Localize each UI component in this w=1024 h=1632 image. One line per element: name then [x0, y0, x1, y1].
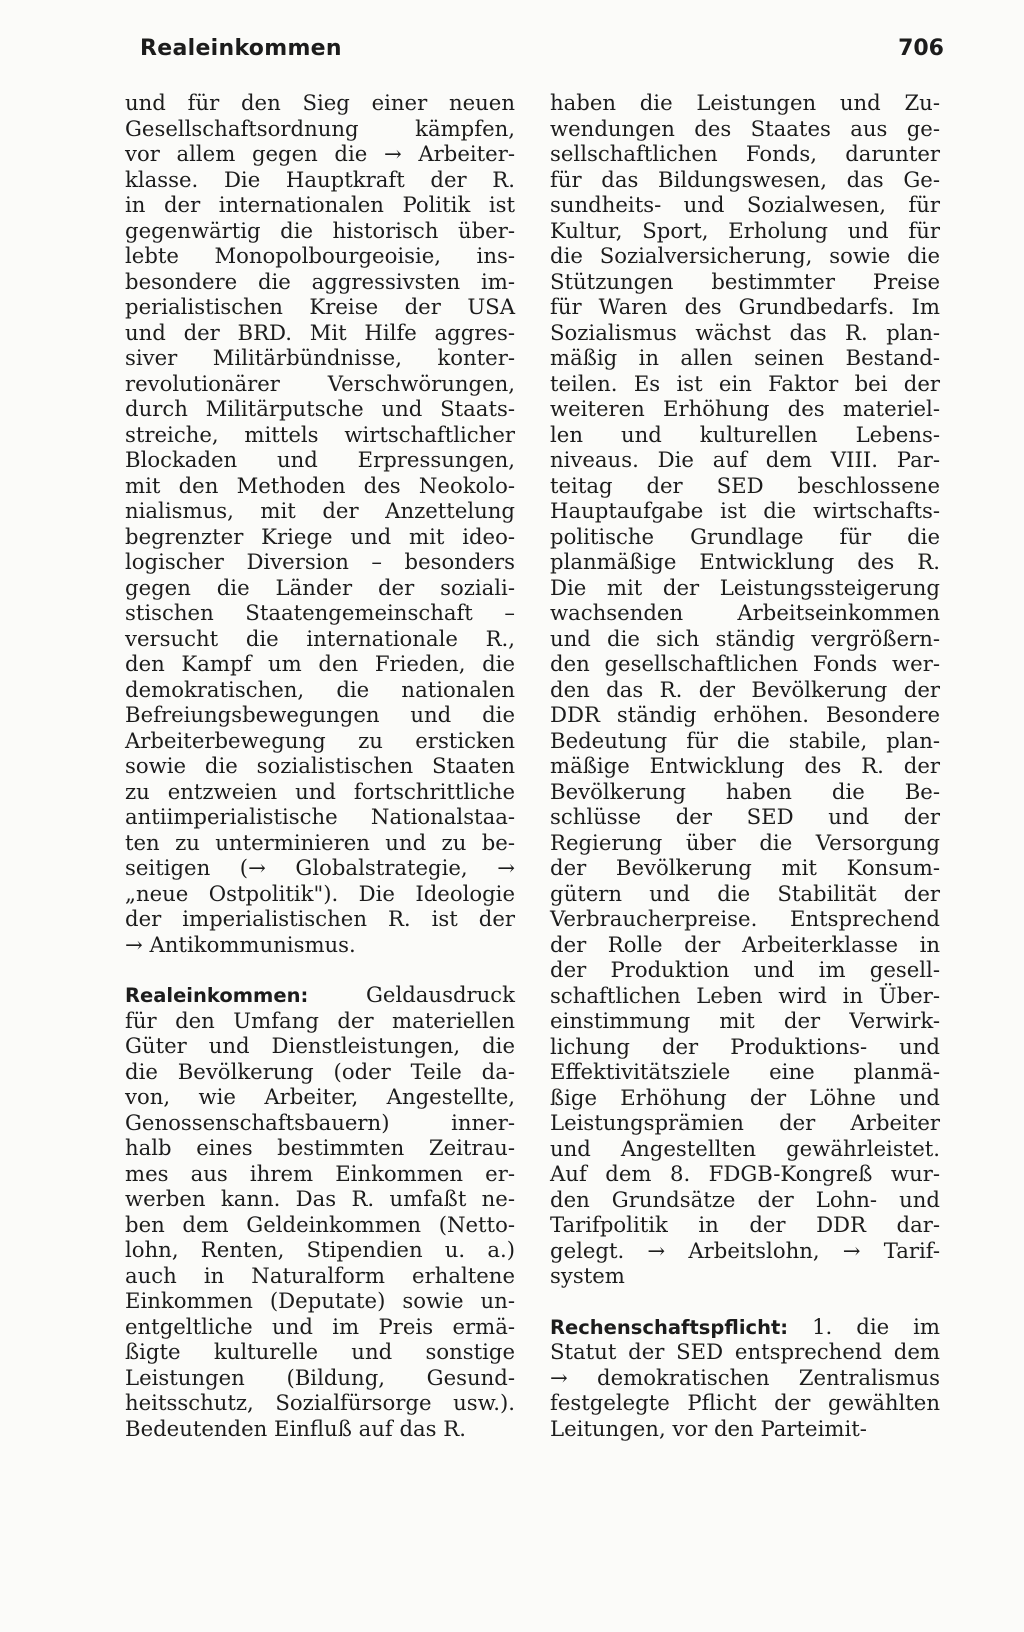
- text-line: zu entzweien und fortschrittliche: [125, 778, 515, 804]
- text-line: stischen Staatengemeinschaft –: [125, 600, 515, 625]
- text-line: niveaus. Die auf dem VIII. Par-: [550, 447, 940, 472]
- text-line: werben kann. Das R. umfaßt ne-: [125, 1186, 515, 1211]
- text-line: der Rolle der Arbeiterklasse in: [550, 931, 940, 957]
- text-line: der imperialistischen R. ist der: [125, 906, 515, 931]
- page-header: [0, 0, 1024, 90]
- text-line: und Angestellten gewährleistet.: [550, 1135, 940, 1161]
- text-line: seitigen (→ Globalstrategie, →: [125, 855, 515, 880]
- text-line: die Bevölkerung (oder Teile da-: [125, 1058, 515, 1084]
- entry-headword: Realeinkommen:: [125, 984, 309, 1007]
- text-line: schaftlichen Leben wird in Über-: [550, 982, 940, 1008]
- text-line: Blockaden und Erpressungen,: [125, 447, 515, 472]
- text-line: für das Bildungswesen, das Ge-: [550, 166, 940, 192]
- text-line: „neue Ostpolitik"). Die Ideologie: [125, 880, 515, 906]
- text-line: den Grundsätze der Lohn- und: [550, 1186, 940, 1212]
- text-line: Die mit der Leistungssteigerung: [550, 574, 940, 600]
- paragraph-gap: [125, 957, 515, 982]
- text-line: politische Grundlage für die: [550, 523, 940, 549]
- text-line: und die sich ständig vergrößern-: [550, 625, 940, 651]
- text-line: Realeinkommen: Geldausdruck: [125, 982, 515, 1007]
- text-line: klasse. Die Hauptkraft der R.: [125, 166, 515, 192]
- text-line: heitsschutz, Sozialfürsorge usw.).: [125, 1390, 515, 1415]
- text-line: lebte Monopolbourgeoisie, ins-: [125, 243, 515, 268]
- text-line: weiteren Erhöhung des materiel-: [550, 396, 940, 421]
- text-line: planmäßige Entwicklung des R.: [550, 549, 940, 574]
- text-line: Arbeiterbewegung zu ersticken: [125, 727, 515, 753]
- text-line: antiimperialistische Nationalstaa-: [125, 804, 515, 829]
- text-line: festgelegte Pflicht der gewählten: [550, 1390, 940, 1415]
- text-line: Kultur, Sport, Erholung und für: [550, 217, 940, 243]
- text-line: Befreiungsbewegungen und die: [125, 702, 515, 727]
- text-line: streiche, mittels wirtschaftlicher: [125, 421, 515, 447]
- text-line: gegen die Länder der soziali-: [125, 574, 515, 600]
- right-column: [550, 90, 940, 1441]
- text-line: sowie die sozialistischen Staaten: [125, 753, 515, 778]
- text-line: Genossenschaftsbauern) inner-: [125, 1109, 515, 1135]
- text-line: DDR ständig erhöhen. Besondere: [550, 702, 940, 727]
- text-line: den das R. der Bevölkerung der: [550, 676, 940, 702]
- text-line: len und kulturellen Lebens-: [550, 421, 940, 447]
- text-line: teitag der SED beschlossene: [550, 472, 940, 498]
- text-line: sellschaftlichen Fonds, darunter: [550, 141, 940, 166]
- text-line: wendungen des Staates aus ge-: [550, 115, 940, 141]
- text-line: vor allem gegen die → Arbeiter-: [125, 141, 515, 166]
- text-line: die Sozialversicherung, sowie die: [550, 243, 940, 268]
- text-line: ben dem Geldeinkommen (Netto-: [125, 1211, 515, 1237]
- text-line: lohn, Renten, Stipendien u. a.): [125, 1237, 515, 1262]
- text-line: logischer Diversion – besonders: [125, 549, 515, 574]
- text-line: Effektivitätsziele eine planmä-: [550, 1059, 940, 1084]
- text-line: → Antikommunismus.: [125, 931, 356, 957]
- text-line: perialistischen Kreise der USA: [125, 294, 515, 319]
- text-line: lichung der Produktions- und: [550, 1033, 940, 1059]
- text-line: Bedeutung für die stabile, plan-: [550, 727, 940, 753]
- text-line: Sozialismus wächst das R. plan-: [550, 319, 940, 345]
- text-line: für Waren des Grundbedarfs. Im: [550, 294, 940, 319]
- text-line: Einkommen (Deputate) sowie un-: [125, 1288, 515, 1313]
- text-line: ten zu unterminieren und zu be-: [125, 829, 515, 855]
- text-line: der Produktion und im gesell-: [550, 957, 940, 982]
- text-line: sundheits- und Sozialwesen, für: [550, 192, 940, 217]
- text-line: nialismus, mit der Anzettelung: [125, 498, 515, 523]
- text-line: → demokratischen Zentralismus: [550, 1364, 940, 1390]
- text-line: Bedeutenden Einfluß auf das R.: [125, 1415, 466, 1441]
- text-line: demokratischen, die nationalen: [125, 676, 515, 702]
- text-line: Rechenschaftspflicht: 1. die im: [550, 1313, 940, 1339]
- text-line: schlüsse der SED und der: [550, 804, 940, 829]
- text-line: der Bevölkerung mit Konsum-: [550, 855, 940, 880]
- text-line: Statut der SED entsprechend dem: [550, 1339, 940, 1364]
- text-line: einstimmung mit der Verwirk-: [550, 1008, 940, 1033]
- text-line: mäßige Entwicklung des R. der: [550, 753, 940, 778]
- text-line: und der BRD. Mit Hilfe aggres-: [125, 319, 515, 345]
- text-line: gütern und die Stabilität der: [550, 880, 940, 906]
- text-line: halb eines bestimmten Zeitrau-: [125, 1135, 515, 1160]
- text-line: gegenwärtig die historisch über-: [125, 217, 515, 243]
- text-line: Bevölkerung haben die Be-: [550, 778, 940, 804]
- entry-headword: Rechenschaftspflicht:: [550, 1315, 789, 1339]
- text-line: Regierung über die Versorgung: [550, 829, 940, 855]
- text-line: mes aus ihrem Einkommen er-: [125, 1160, 515, 1186]
- text-line: wachsenden Arbeitseinkommen: [550, 600, 940, 625]
- text-line: und für den Sieg einer neuen: [125, 90, 515, 115]
- text-line: Stützungen bestimmter Preise: [550, 268, 940, 294]
- text-line: den gesellschaftlichen Fonds wer-: [550, 651, 940, 676]
- text-line: Tarifpolitik in der DDR dar-: [550, 1212, 940, 1237]
- text-line: für den Umfang der materiellen: [125, 1007, 515, 1033]
- text-line: Gesellschaftsordnung kämpfen,: [125, 115, 515, 141]
- text-line: ßigte kulturelle und sonstige: [125, 1339, 515, 1364]
- text-line: mäßig in allen seinen Bestand-: [550, 345, 940, 370]
- text-line: durch Militärputsche und Staats-: [125, 396, 515, 421]
- text-line: Verbraucherpreise. Entsprechend: [550, 906, 940, 931]
- text-line: begrenzter Kriege und mit ideo-: [125, 523, 515, 549]
- text-line: Güter und Dienstleistungen, die: [125, 1033, 515, 1058]
- text-line: besondere die aggressivsten im-: [125, 268, 515, 294]
- text-line: ßige Erhöhung der Löhne und: [550, 1084, 940, 1110]
- text-line: system: [550, 1263, 625, 1288]
- paragraph-gap: [550, 1289, 940, 1314]
- text-line: von, wie Arbeiter, Angestellte,: [125, 1084, 515, 1109]
- text-line: Leistungen (Bildung, Gesund-: [125, 1364, 515, 1390]
- text-line: den Kampf um den Frieden, die: [125, 651, 515, 676]
- text-line: in der internationalen Politik ist: [125, 192, 515, 217]
- text-line: Auf dem 8. FDGB-Kongreß wur-: [550, 1161, 940, 1186]
- left-column: [125, 90, 515, 1441]
- text-line: siver Militärbündnisse, konter-: [125, 345, 515, 370]
- text-line: versucht die internationale R.,: [125, 625, 515, 651]
- text-line: gelegt. → Arbeitslohn, → Tarif-: [550, 1237, 940, 1263]
- running-head: Realeinkommen: [140, 36, 342, 61]
- text-line: auch in Naturalform erhaltene: [125, 1262, 515, 1288]
- text-line: haben die Leistungen und Zu-: [550, 90, 940, 115]
- text-line: Hauptaufgabe ist die wirtschafts-: [550, 498, 940, 523]
- text-line: mit den Methoden des Neokolo-: [125, 472, 515, 498]
- text-line: revolutionärer Verschwörungen,: [125, 370, 515, 396]
- text-line: entgeltliche und im Preis ermä-: [125, 1313, 515, 1339]
- page-number: 706: [898, 36, 944, 61]
- text-line: teilen. Es ist ein Faktor bei der: [550, 370, 940, 396]
- text-line: Leitungen, vor den Parteimit-: [550, 1415, 867, 1441]
- text-line: Leistungsprämien der Arbeiter: [550, 1110, 940, 1135]
